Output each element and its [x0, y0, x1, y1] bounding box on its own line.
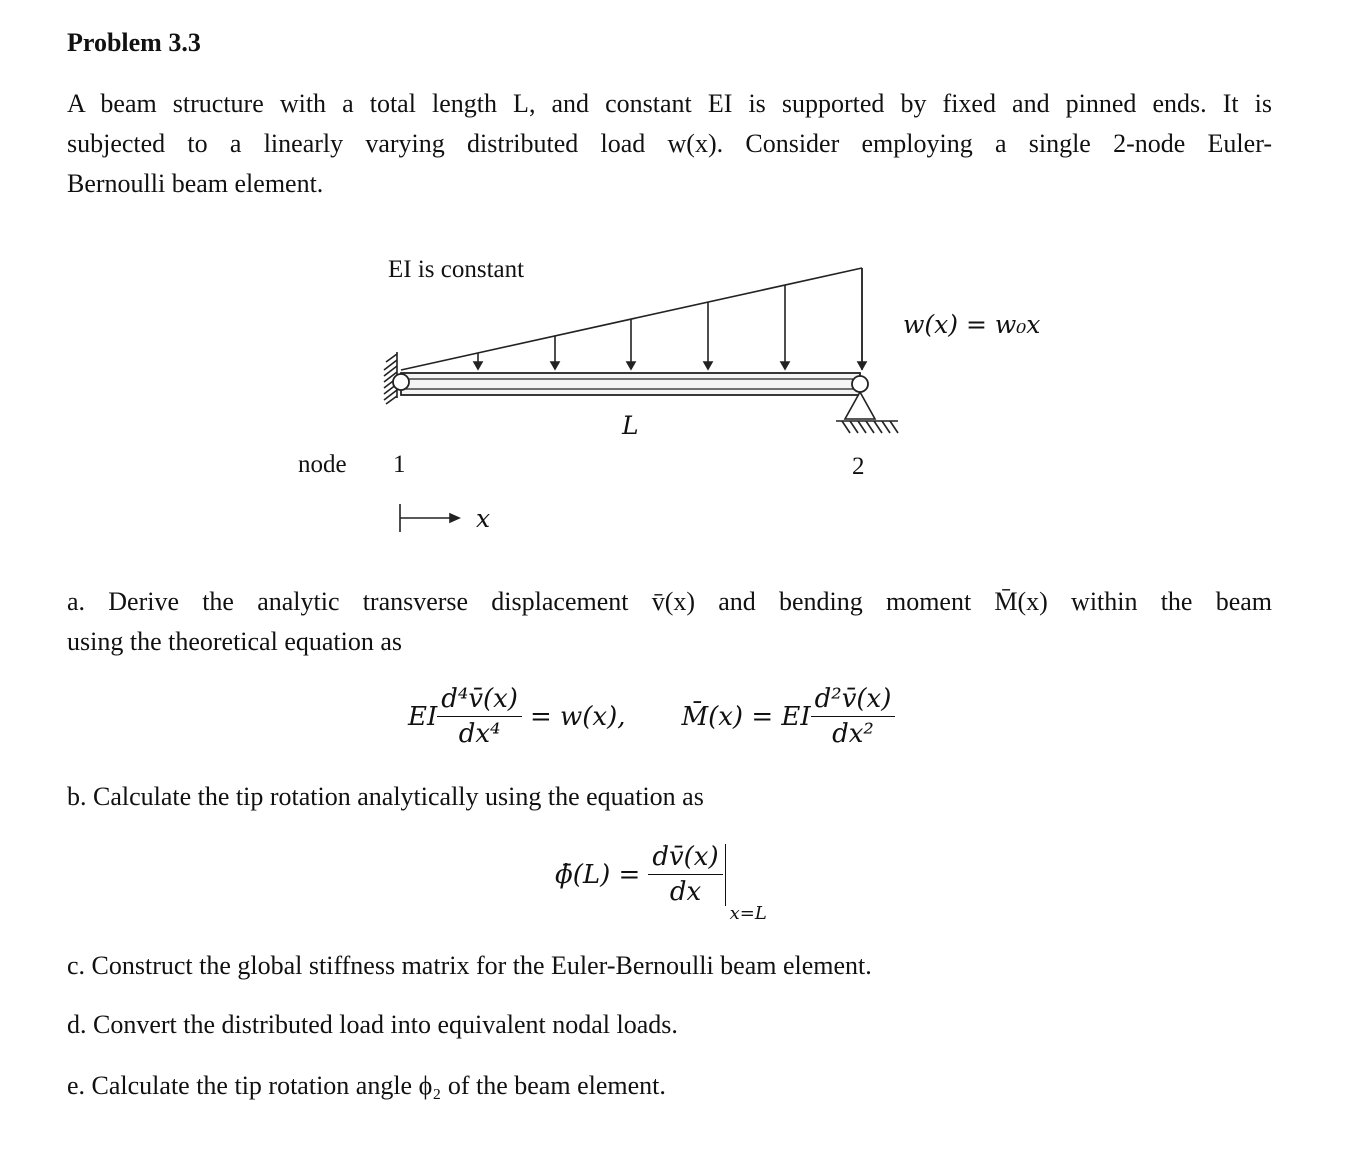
eq2-fraction — [811, 684, 896, 749]
statement-line-2: subjected to a linearly varying distributed load w(x). Consider employing a single 2-node Euler- — [67, 129, 1272, 158]
eq1-rhs: = w(x), — [529, 701, 626, 732]
length-label: L — [622, 411, 639, 440]
eq2-denominator: dx² — [832, 719, 874, 749]
node-2-marker — [852, 376, 868, 392]
eq1-denominator: dx⁴ — [458, 719, 501, 749]
eq3-fraction — [648, 842, 722, 907]
part-a-line-1: a. Derive the analytic transverse displacement v̄(x) and bending moment M̄(x) within the beam — [67, 587, 1272, 616]
node-row-label: node — [298, 451, 347, 478]
x-axis-label: x — [476, 504, 491, 533]
tip-rotation-equation — [555, 842, 767, 924]
beam-diagram — [0, 0, 1365, 560]
pin-support-icon — [836, 392, 898, 433]
beam-element — [401, 373, 860, 395]
eq3-lhs: ϕ̄(L) = — [555, 859, 641, 890]
x-axis-arrow — [400, 504, 459, 532]
eq1-fraction — [437, 684, 522, 749]
part-b-text: b. Calculate the tip rotation analytically using the equation as — [67, 782, 704, 811]
eq1-numerator: d⁴v̄(x) — [437, 684, 522, 717]
load-arrows — [474, 268, 866, 369]
part-a-line-2: using the theoretical equation as — [67, 627, 403, 656]
governing-equation — [408, 684, 895, 749]
eq2-numerator: d²v̄(x) — [811, 684, 896, 717]
evaluation-bar — [725, 844, 767, 924]
eq3-denominator: dx — [669, 877, 702, 907]
part-d-text: d. Convert the distributed load into equivalent nodal loads. — [67, 1010, 678, 1039]
ei-constant-label: EI is constant — [388, 256, 525, 283]
eq3-subscript: x=L — [729, 902, 767, 924]
load-function-label: w(x) = w₀x — [903, 310, 1041, 339]
statement-line-1: A beam structure with a total length L, and constant EI is supported by fixed and pinned ends. It is — [67, 89, 1272, 118]
problem-title: Problem 3.3 — [67, 28, 201, 57]
part-c-text: c. Construct the global stiffness matrix for the Euler-Bernoulli beam element. — [67, 951, 872, 980]
node-1-label: 1 — [393, 451, 406, 478]
eq3-numerator: dv̄(x) — [648, 842, 722, 875]
part-a-text — [67, 582, 1272, 662]
node-1-marker — [393, 374, 409, 390]
node-2-label: 2 — [852, 453, 865, 480]
eq2-lhs: M̄(x) = EI — [681, 701, 811, 732]
statement-line-3: Bernoulli beam element. — [67, 169, 324, 198]
part-e-text: e. Calculate the tip rotation angle ϕ₂ of the beam element. — [67, 1071, 666, 1100]
eq1-lhs: EI — [408, 701, 438, 732]
